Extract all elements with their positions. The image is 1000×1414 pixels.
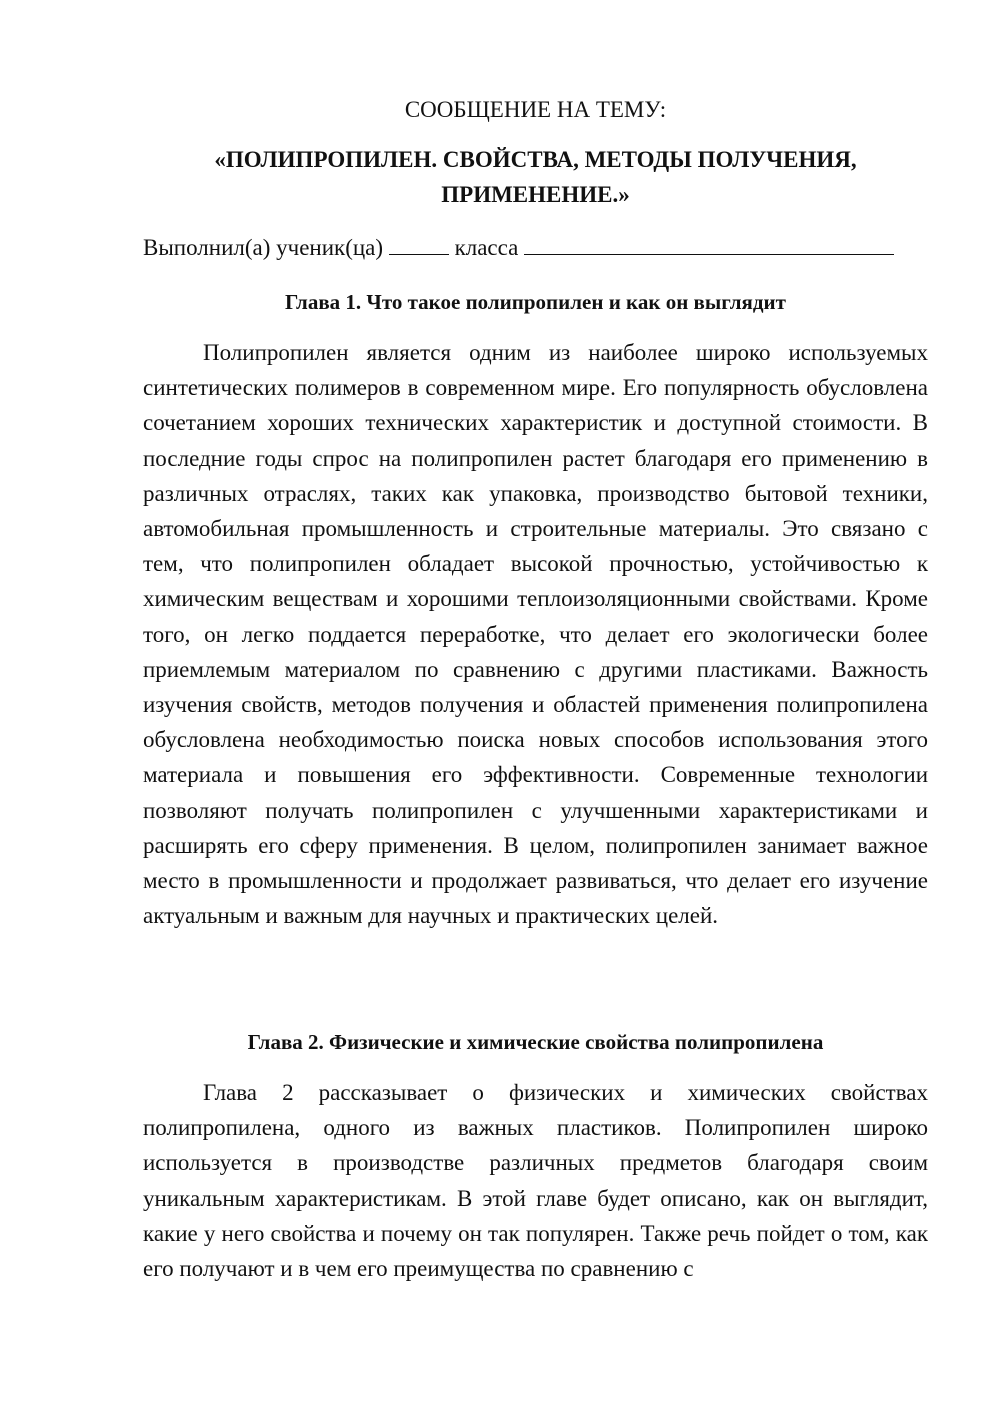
author-label: Выполнил(а) ученик(ца): [143, 235, 384, 260]
name-blank: [524, 234, 894, 255]
chapter-1-paragraph: Полипропилен является одним из наиболее широко используемых синтетических полимеров в современном мире. Его популярность обусловлена сочетанием хороших технических характеристик и доступной стоимости. В последние годы спрос на полипропилен растет благодаря его применению в различных отраслях, таких как упаковка, производство бытовой техники, автомобильная промышленность и строительные материалы. Это связано с тем, что полипропилен обладает высокой прочностью, устойчивостью к химическим веществам и хорошими теплоизоляционными свойствами. Кроме того, он легко поддается переработке, что делает его экологически более приемлемым материалом по сравнению с другими пластиками. Важность изучения свойств, методов получения и областей применения полипропилена обусловлена необходимостью поиска новых способов использования этого материала и повышения его эффективности. Современные технологии позволяют получать полипропилен с улучшенными характеристиками и расширять его сферу применения. В целом, полипропилен занимает важное место в промышленности и продолжает развиваться, что делает его изучение актуальным и важным для научных и практических целей.: [143, 340, 928, 929]
document-heading: СООБЩЕНИЕ НА ТЕМУ:: [404, 97, 667, 122]
author-line: [143, 232, 928, 264]
grade-blank: [389, 234, 449, 255]
class-label: класса: [454, 235, 519, 260]
document-title-line1: «ПОЛИПРОПИЛЕН. СВОЙСТВА, МЕТОДЫ ПОЛУЧЕНИЯ,: [214, 147, 857, 172]
document-title-line2: ПРИМЕНЕНИЕ.»: [441, 182, 630, 207]
chapter-2-paragraph: Глава 2 рассказывает о физических и химических свойствах полипропилена, одного из важных пластиков. Полипропилен широко используется в производстве различных предметов благодаря своим уникальным характеристикам. В этой главе будет описано, как он выглядит, какие у него свойства и почему он так популярен. Также речь пойдет о том, как его получают и в чем его преимущества по сравнению с: [143, 1080, 928, 1282]
chapter-2-title: Глава 2. Физические и химические свойства полипропилена: [247, 1030, 824, 1054]
chapter-1-title: Глава 1. Что такое полипропилен и как он выглядит: [285, 290, 786, 314]
document-title: [143, 142, 928, 212]
